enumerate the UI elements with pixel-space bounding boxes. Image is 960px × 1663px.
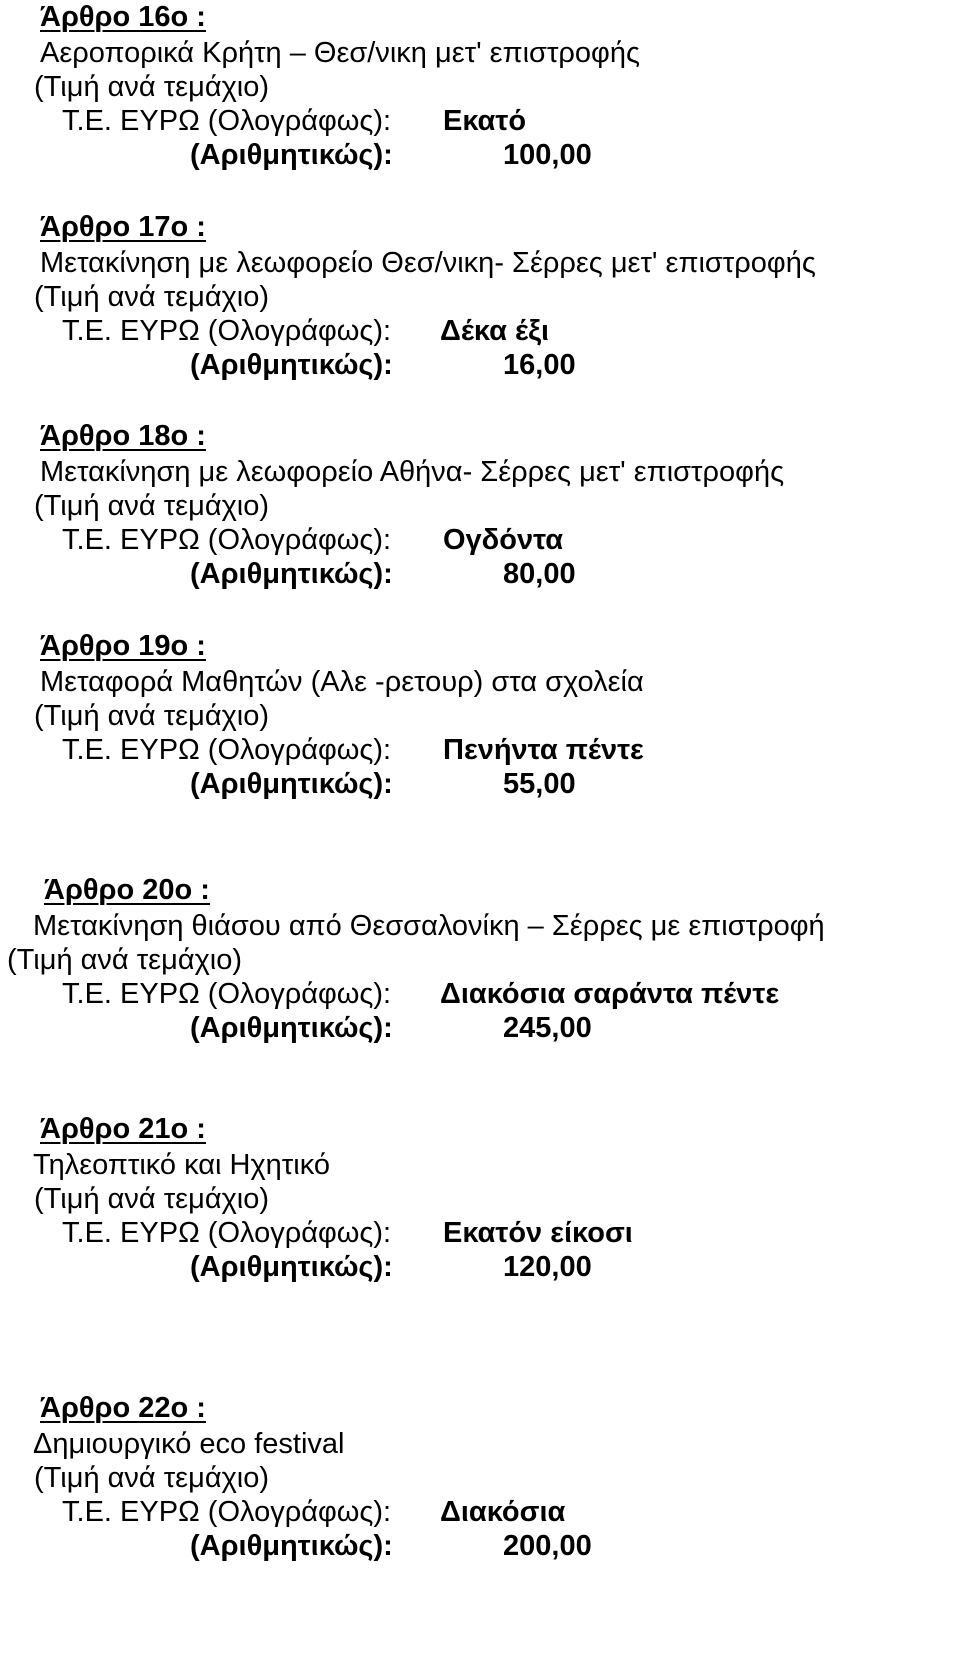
- price-words-value: Διακόσια: [440, 1496, 566, 1528]
- unit-note: (Τιμή ανά τεμάχιο): [34, 700, 270, 732]
- price-words-label: Τ.Ε. ΕΥΡΩ (Ολογράφως):: [62, 105, 392, 137]
- price-words-label: Τ.Ε. ΕΥΡΩ (Ολογράφως):: [62, 524, 392, 556]
- price-numeric-value: 16,00: [503, 349, 576, 381]
- price-numeric-value: 55,00: [503, 768, 576, 800]
- article-description: Μετακίνηση θιάσου από Θεσσαλονίκη – Σέρρες με επιστροφή: [33, 910, 825, 942]
- price-words-label: Τ.Ε. ΕΥΡΩ (Ολογράφως):: [62, 1496, 392, 1528]
- price-words-value: Εκατόν είκοσι: [443, 1217, 633, 1249]
- unit-note: (Τιμή ανά τεμάχιο): [34, 1183, 270, 1215]
- price-numeric-label: (Αριθμητικώς):: [190, 1530, 393, 1562]
- price-numeric-label: (Αριθμητικώς):: [190, 768, 393, 800]
- unit-note: (Τιμή ανά τεμάχιο): [34, 71, 270, 103]
- article-description: Μεταφορά Μαθητών (Αλε -ρετουρ) στα σχολεία: [40, 666, 644, 698]
- price-words-value: Δέκα έξι: [440, 315, 550, 347]
- price-numeric-value: 120,00: [503, 1251, 592, 1283]
- article-heading: Άρθρο 16ο :: [40, 1, 206, 33]
- article-description: Μετακίνηση με λεωφορείο Αθήνα- Σέρρες μετ' επιστροφής: [40, 456, 785, 488]
- article-description: Μετακίνηση με λεωφορείο Θεσ/νικη- Σέρρες μετ' επιστροφής: [40, 247, 816, 279]
- article-heading: Άρθρο 19ο :: [40, 630, 206, 662]
- price-words-label: Τ.Ε. ΕΥΡΩ (Ολογράφως):: [62, 734, 392, 766]
- price-numeric-label: (Αριθμητικώς):: [190, 1012, 393, 1044]
- price-numeric-value: 245,00: [503, 1012, 592, 1044]
- unit-note: (Τιμή ανά τεμάχιο): [34, 490, 270, 522]
- price-numeric-label: (Αριθμητικώς):: [190, 139, 393, 171]
- price-numeric-value: 100,00: [503, 139, 592, 171]
- article-heading: Άρθρο 17ο :: [40, 211, 206, 243]
- unit-note: (Τιμή ανά τεμάχιο): [34, 1462, 270, 1494]
- price-words-label: Τ.Ε. ΕΥΡΩ (Ολογράφως):: [62, 978, 392, 1010]
- unit-note: (Τιμή ανά τεμάχιο): [34, 281, 270, 313]
- article-heading: Άρθρο 21ο :: [40, 1113, 206, 1145]
- article-description: Αεροπορικά Κρήτη – Θεσ/νικη μετ' επιστροφής: [40, 37, 640, 69]
- price-numeric-value: 80,00: [503, 558, 576, 590]
- price-numeric-label: (Αριθμητικώς):: [190, 349, 393, 381]
- price-words-value: Πενήντα πέντε: [443, 734, 644, 766]
- article-description: Τηλεοπτικό και Ηχητικό: [33, 1149, 330, 1181]
- article-description: Δημιουργικό eco festival: [33, 1428, 345, 1460]
- price-words-label: Τ.Ε. ΕΥΡΩ (Ολογράφως):: [62, 1217, 392, 1249]
- price-words-value: Ογδόντα: [443, 524, 564, 556]
- unit-note: (Τιμή ανά τεμάχιο): [7, 944, 243, 976]
- price-words-value: Εκατό: [443, 105, 527, 137]
- price-numeric-label: (Αριθμητικώς):: [190, 558, 393, 590]
- price-words-value: Διακόσια σαράντα πέντε: [440, 978, 780, 1010]
- article-heading: Άρθρο 18ο :: [40, 420, 206, 452]
- article-heading: Άρθρο 20ο :: [44, 874, 210, 906]
- price-words-label: Τ.Ε. ΕΥΡΩ (Ολογράφως):: [62, 315, 392, 347]
- price-numeric-label: (Αριθμητικώς):: [190, 1251, 393, 1283]
- article-heading: Άρθρο 22ο :: [40, 1392, 206, 1424]
- price-numeric-value: 200,00: [503, 1530, 592, 1562]
